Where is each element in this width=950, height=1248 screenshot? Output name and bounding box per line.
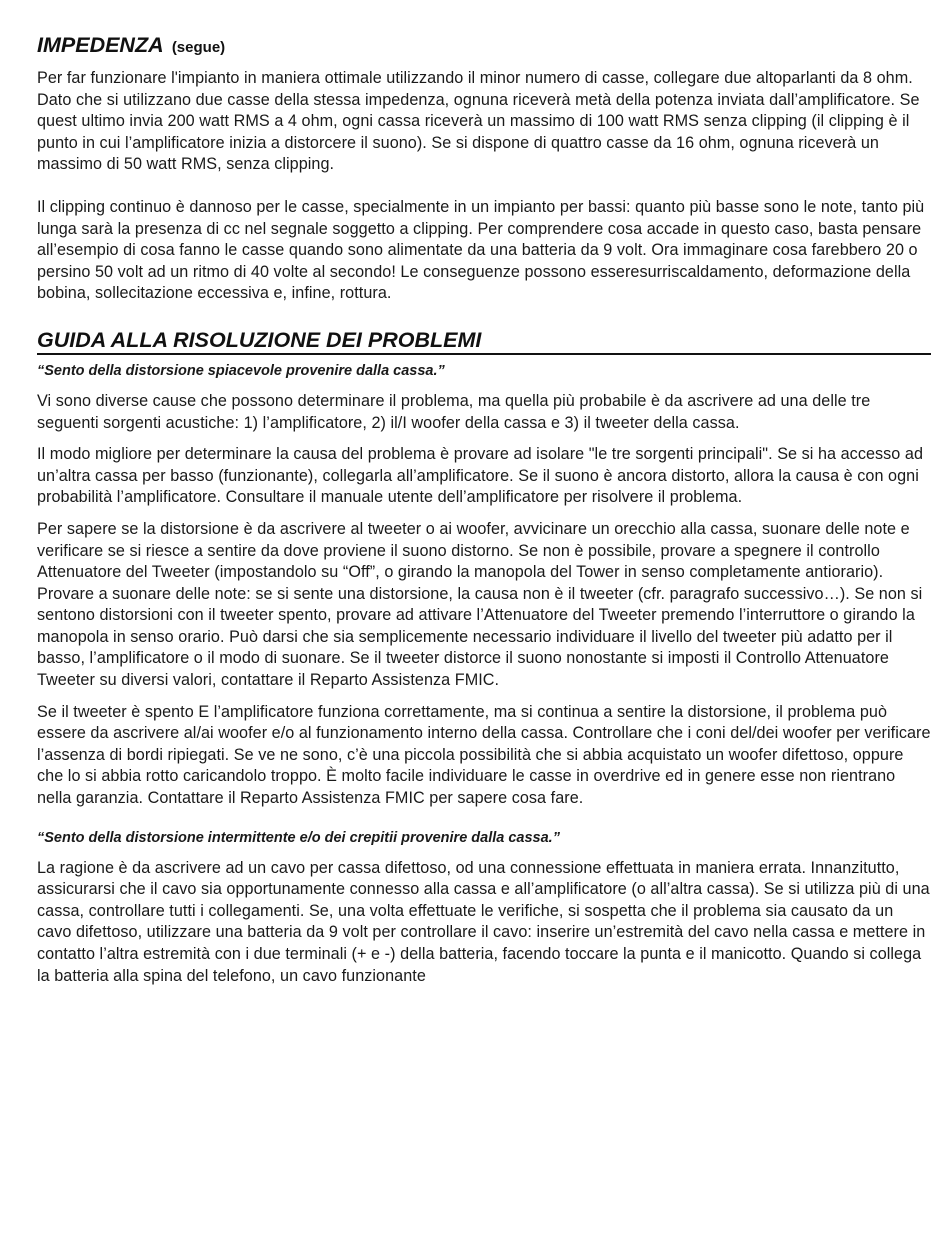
issue-1-paragraph-3: Per sapere se la distorsione è da ascrivere al tweeter o ai woofer, avvicinare un orecchio alla cassa, suonare delle note e verificare se si riesce a sentire da dove proviene il suono distorno. Se non è possibile, provare a spegnere il controllo Attenuatore del Tweeter (impostandolo su “Off”, o girando la manopola del Tower in senso completamente antiorario). Provare a suonare delle note: se si sente una distorsione, la causa non è il tweeter (cfr. paragrafo successivo…). Se non si sentono distorsioni con il tweeter spento, provare ad attivare l’Attenuatore del Tweeter premendo l’interruttore o girando la manopola in senso orario. Può darsi che sia semplicemente necessario individuare il livello del tweeter più adatto per il basso, l’amplificatore o il modo di suonare. Se il tweeter distorce il suono nonostante si imposti il Controllo Attenuatore Tweeter su diversi valori, contattare il Reparto Assistenza FMIC.: [37, 519, 923, 690]
issue-1-paragraph-1: Vi sono diverse cause che possono determinare il problema, ma quella più probabile è da ascrivere ad una delle tre seguenti sorgenti acustiche: 1) l’amplificatore, 2) il/I woofer della cassa e 3) il tweeter della cassa.: [37, 391, 871, 432]
impedance-heading: [37, 32, 931, 61]
issue-2-question: “Sento della distorsione intermittente e/o dei crepitii provenire dalla cassa.”: [37, 829, 560, 846]
impedance-paragraph-2: Il clipping continuo è dannoso per le casse, specialmente in un impianto per bassi: quanto più basse sono le note, tanto più lunga sarà la presenza di cc nel segnale soggetto a clipping. Per comprendere cosa accade in questo caso, basta pensare all’esempio di cosa fanno le casse quando sono alimentate da una batteria da 9 volt. Ora immaginare cosa farebbero 20 o persino 50 volt ad un ritmo di 40 volte al secondo! Le conseguenze possono esseresurriscaldamento, deformazione della bobina, sollecitazione eccessiva e, infine, rottura.: [37, 197, 925, 303]
issue-2-paragraph-1: La ragione è da ascrivere ad un cavo per cassa difettoso, od una connessione effettuata in maniera errata. Innanzitutto, assicurarsi che il cavo sia opportunamente connesso alla cassa e all’amplificatore (o all’altra cassa). Se si utilizza più di una cassa, controllare tutti i collegamenti. Se, una volta effettuate le verifiche, si sospetta che il problema sia causato da un cavo difettoso, utilizzare una batteria da 9 volt per controllare il cavo: inserire un’estremità del cavo nella cassa e mettere in contatto l’altra estremità con i due terminali (+ e -) della batteria, facendo toccare la punta e il manicotto. Quando si collega la batteria alla spina del telefono, un cavo funzionante: [37, 858, 930, 985]
impedance-paragraph-1: Per far funzionare l'impianto in maniera ottimale utilizzando il minor numero di casse, collegare due altoparlanti da 8 ohm. Dato che si utilizzano due casse della stessa impedenza, ognuna riceverà metà della potenza inviata dall’amplificatore. Se quest ultimo invia 200 watt RMS a 4 ohm, ogni cassa riceverà un massimo di 100 watt RMS senza clipping (il clipping è il punto in cui l’amplificatore inizia a distorcere il suono). Se si dispone di quattro casse da 16 ohm, ognuna riceverà un massimo di 50 watt RMS, senza clipping.: [37, 69, 920, 174]
impedance-title: IMPEDENZA: [37, 33, 163, 57]
manual-page: [37, 32, 931, 987]
issue-1-paragraph-4: Se il tweeter è spento E l’amplificatore funziona correttamente, ma si continua a sentire la distorsione, il problema può essere da ascrivere al/ai woofer e/o al funzionamento interno della cassa. Controllare che i coni del/dei woofer per verificare l’assenza di bordi ripiegati. Se ve ne sono, c’è una piccola possibilità che si abbia acquistato un woofer difettoso, oppure che lo si abbia rotto caricandolo troppo. È molto facile individuare le casse in overdrive ed in genere esse non rientrano nella garanzia. Contattare il Reparto Assistenza FMIC per sapere cosa fare.: [37, 702, 931, 808]
impedance-subtitle: (segue): [171, 39, 226, 56]
issue-1-paragraph-2: Il modo migliore per determinare la causa del problema è provare ad isolare "le tre sorgenti principali". Se si ha accesso ad un’altra cassa per basso (funzionante), collegarla all’amplificatore. Se il suono è ancora distorto, allora la causa è con ogni probabilità l’amplificatore. Consultare il manuale utente dell’amplificatore per risolvere il problema.: [37, 445, 924, 507]
issue-1-question: “Sento della distorsione spiacevole provenire dalla cassa.”: [37, 362, 445, 379]
troubleshooting-heading: GUIDA ALLA RISOLUZIONE DEI PROBLEMI: [37, 327, 931, 355]
